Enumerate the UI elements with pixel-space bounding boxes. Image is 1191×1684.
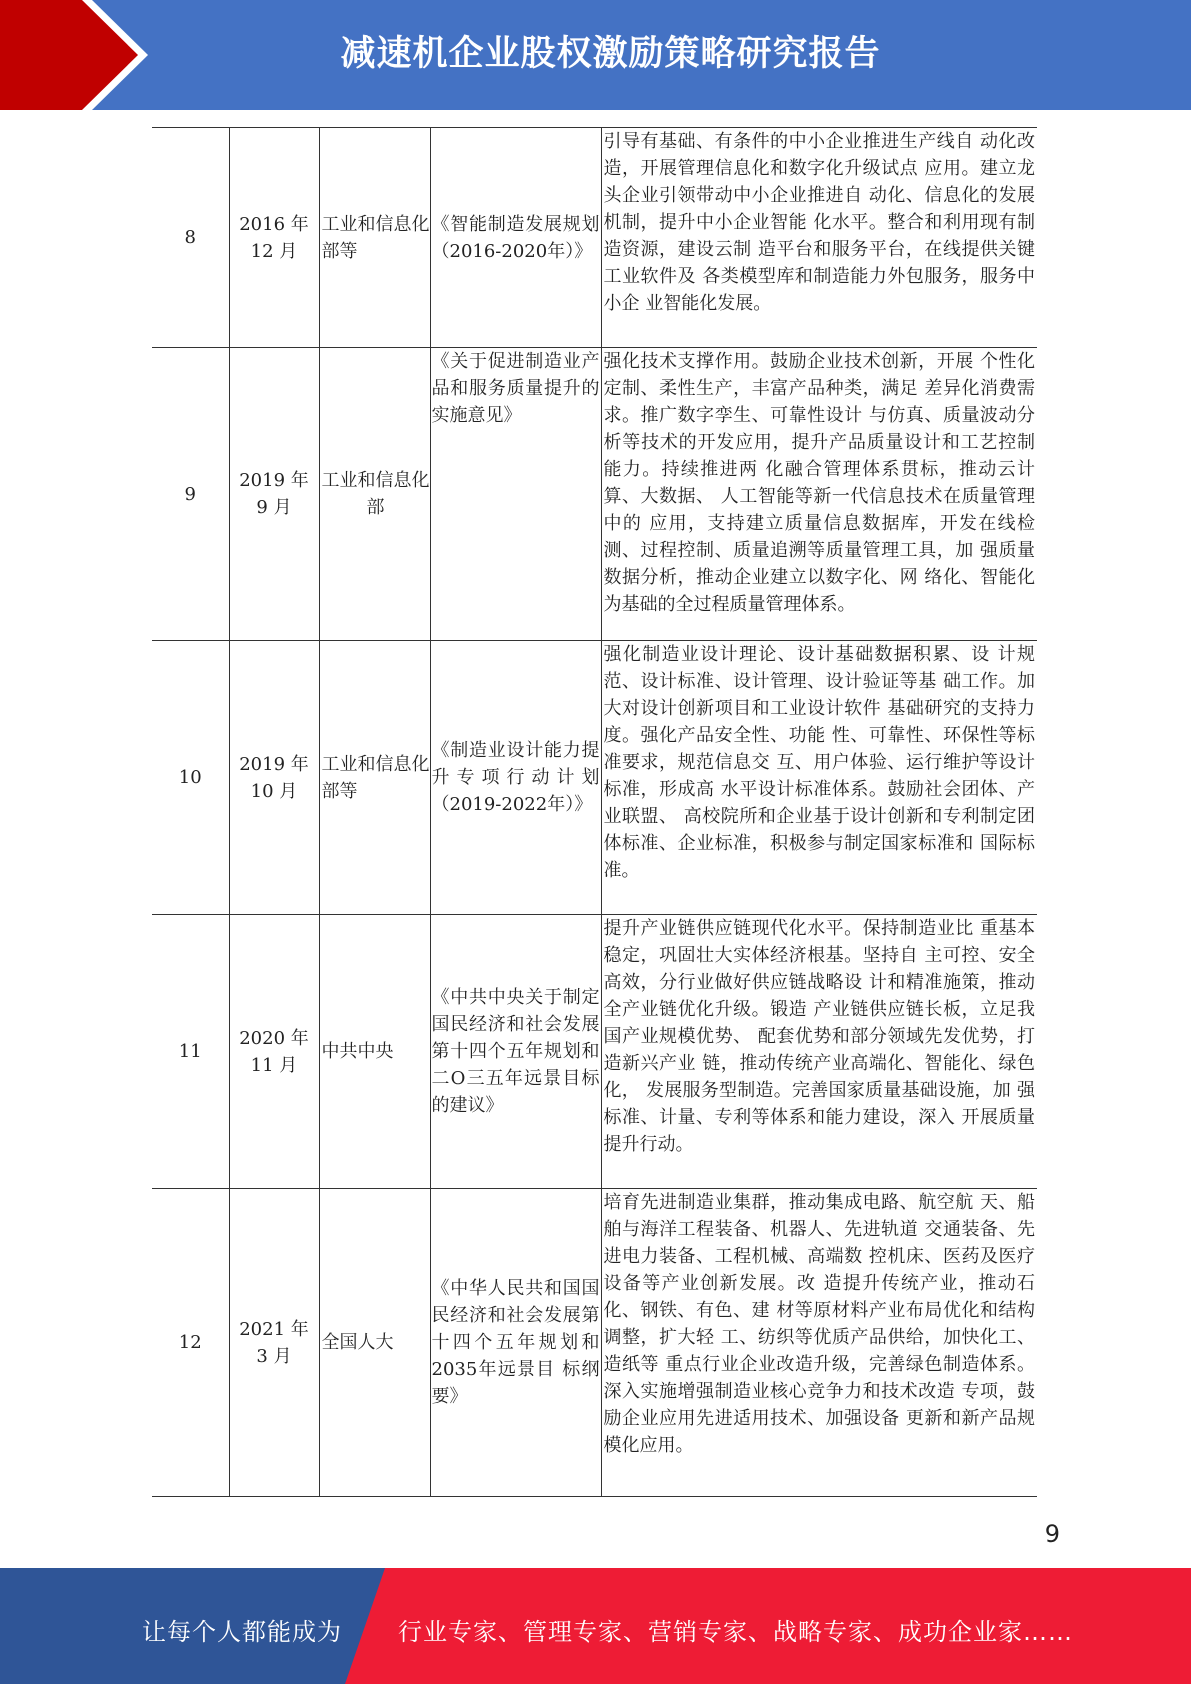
header-banner xyxy=(0,0,1191,110)
policy-document: 《关于促进制造业产品和服务质量提升的实施意见》 xyxy=(430,348,601,641)
table-row xyxy=(152,348,1037,641)
issue-month: 9 月 xyxy=(256,497,292,518)
policy-table xyxy=(152,127,1037,1497)
policy-content xyxy=(601,128,1037,348)
issuing-organization: 全国人大 xyxy=(319,1189,430,1497)
table-row xyxy=(152,128,1037,348)
issue-month: 11 月 xyxy=(250,1054,298,1076)
policy-content xyxy=(601,1189,1037,1497)
table-row xyxy=(152,1189,1037,1497)
policy-document: 《中华人民共和国国民经济和社会发展第十四个五年规划和 2035年远景目 标纲要》 xyxy=(430,1189,601,1497)
table-row xyxy=(152,641,1037,915)
issue-year: 2019 年 xyxy=(239,470,309,491)
issue-date xyxy=(229,1189,319,1497)
issuing-organization: 工业和信息化部 xyxy=(319,348,430,641)
issuing-organization: 工业和信息化部等 xyxy=(319,641,430,915)
issue-month: 10 月 xyxy=(250,780,298,802)
policy-content xyxy=(601,915,1037,1189)
footer-slogan-left: 让每个人都能成为 xyxy=(142,1618,342,1646)
document-title: 减速机企业股权激励策略研究报告 xyxy=(340,34,881,74)
policy-content-text: 引导有基础、有条件的中小企业推进生产线自 动化改造，开展管理信息化和数字化升级试点 应用。建立龙头企业引领带动中小企业推进自 动化、信息化的发展机制，提升中小企业智能 化水平。整合和利用现有制造资源，建设云制 造平台和服务平台，在线提供关键工业软件及 各类模型库和制造能力外包服务，服务中小企 业智能化发展。 xyxy=(603,131,1035,314)
table-row xyxy=(152,915,1037,1189)
issue-year: 2020 年 xyxy=(239,1027,309,1049)
issue-month: 12 月 xyxy=(250,240,298,262)
policy-content-text: 强化技术支撑作用。鼓励企业技术创新，开展 个性化定制、柔性生产，丰富产品种类，满足 差异化消费需求。推广数字孪生、可靠性设计 与仿真、质量波动分析等技术的开发应用，提升产品质量设计和工艺控制能力。持续推进两 化融合管理体系贯标，推动云计算、大数据、 人工智能等新一代信息技术在质量管理中的 应用，支持建立质量信息数据库，开发在线检 测、过程控制、质量追溯等质量管理工具，加 强质量数据分析，推动企业建立以数字化、网 络化、智能化为基础的全过程质量管理体系。 xyxy=(603,351,1035,615)
policy-content xyxy=(601,641,1037,915)
issue-year: 2019 年 xyxy=(239,753,309,775)
row-number: 8 xyxy=(152,128,229,348)
policy-content-text: 提升产业链供应链现代化水平。保持制造业比 重基本稳定，巩固壮大实体经济根基。坚持自 主可控、安全高效，分行业做好供应链战略设 计和精准施策，推动全产业链优化升级。锻造 产业链供应链长板，立足我国产业规模优势、 配套优势和部分领域先发优势，打造新兴产业 链，推动传统产业高端化、智能化、绿色化， 发展服务型制造。完善国家质量基础设施，加 强标准、计量、专利等体系和能力建设，深入 开展质量提升行动。 xyxy=(603,918,1035,1155)
issue-month: 3 月 xyxy=(256,1345,292,1367)
row-number: 10 xyxy=(152,641,229,915)
policy-content xyxy=(601,348,1037,641)
issue-date xyxy=(229,128,319,348)
policy-content-text: 培育先进制造业集群，推动集成电路、航空航 天、船舶与海洋工程装备、机器人、先进轨道 交通装备、先进电力装备、工程机械、高端数 控机床、医药及医疗设备等产业创新发展。改 造提升传统产业，推动石化、钢铁、有色、建 材等原材料产业布局优化和结构调整，扩大轻 工、纺织等优质产品供给，加快化工、造纸等 重点行业企业改造升级，完善绿色制造体系。 深入实施增强制造业核心竞争力和技术改造 专项，鼓励企业应用先进适用技术、加强设备 更新和新产品规模化应用。 xyxy=(603,1192,1035,1456)
policy-document: 《制造业设计能力提升专项行动计划（2019-2022年）》 xyxy=(430,641,601,915)
row-number: 9 xyxy=(152,348,229,641)
issuing-organization: 中共中央 xyxy=(319,915,430,1189)
page-number: 9 xyxy=(1044,1520,1060,1548)
row-number: 11 xyxy=(152,915,229,1189)
issuing-organization: 工业和信息化部等 xyxy=(319,128,430,348)
issue-year: 2021 年 xyxy=(239,1318,309,1340)
policy-content-text: 强化制造业设计理论、设计基础数据积累、设 计规范、设计标准、设计管理、设计验证等基 础工作。加大对设计创新项目和工业设计软件 基础研究的支持力度。强化产品安全性、功能 性、可靠性、环保性等标准要求，规范信息交 互、用户体验、运行维护等设计标准，形成高 水平设计标准体系。鼓励社会团体、产业联盟、 高校院所和企业基于设计创新和专利制定团 体标准、企业标准，积极参与制定国家标准和 国际标准。 xyxy=(603,644,1035,881)
issue-date xyxy=(229,348,319,641)
issue-date xyxy=(229,915,319,1189)
policy-document: 《智能制造发展规划（2016-2020年）》 xyxy=(430,128,601,348)
row-number: 12 xyxy=(152,1189,229,1497)
footer-banner xyxy=(0,1568,1191,1684)
issue-year: 2016 年 xyxy=(239,213,309,235)
policy-document: 《中共中央关于制定国民经济和社会发展第十四个五年规划和二O三五年远景目标的建议》 xyxy=(430,915,601,1189)
issue-date xyxy=(229,641,319,915)
footer-slogan-right: 行业专家、管理专家、营销专家、战略专家、成功企业家…… xyxy=(398,1618,1073,1646)
